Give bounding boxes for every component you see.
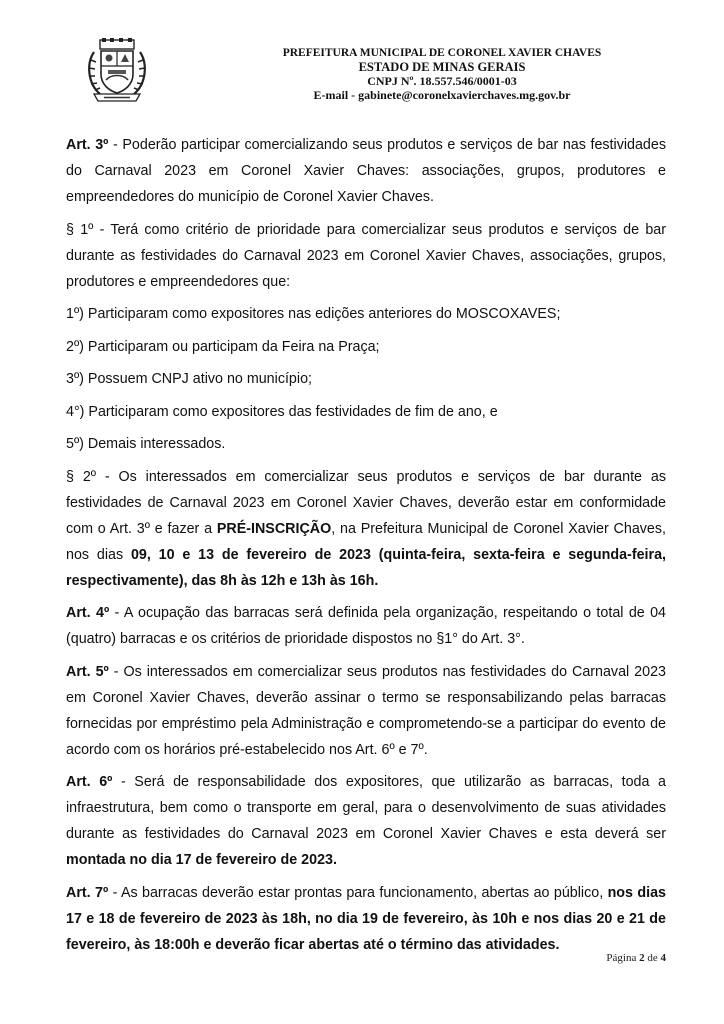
article-5 <box>66 659 666 763</box>
paragraph-1: § 1º - Terá como critério de prioridade para comercializar seus produtos e serviços de bar durante as festividades do Carnaval 2023 em Coronel Xavier Chaves, associações, grupos, produtores e empreendedores que: <box>66 221 666 290</box>
criterion-2: 2º) Participaram ou participam da Feira na Praça; <box>66 338 380 355</box>
header-municipality: PREFEITURA MUNICIPAL DE CORONEL XAVIER CHAVES <box>282 47 602 59</box>
paragraph-2-bold-1: PRÉ-INSCRIÇÃO <box>216 520 332 537</box>
article-5-text: - Os interessados em comercializar seus produtos nas festividades do Carnaval 2023 em Coronel Xavier Chaves, deverão assinar o termo se responsabilizando pelas barracas fornecidas por empréstimo pela Administração e comprometendo-se a participar do evento de acordo com os horários pré-estabelecido nos Art. 6º e 7º. <box>66 663 666 758</box>
page-word: Página <box>606 952 637 964</box>
paragraph-2-text-1: § 2º - Os interessados em comercializar seus produtos e serviços de bar durante as festividades de Carnaval 2023 em Coronel Xavier Chaves, deverão estar em conformidade com o Art. 3º e fazer a <box>66 468 666 537</box>
municipal-coat-of-arms-icon <box>86 38 148 102</box>
article-7-label: Art. 7º <box>66 884 109 901</box>
article-6-label: Art. 6º <box>66 774 113 790</box>
page-total: 4 <box>660 952 666 964</box>
page-footer <box>606 952 666 964</box>
criterion-5: 5º) Demais interessados. <box>66 436 226 452</box>
article-6 <box>66 769 666 873</box>
article-4 <box>66 600 666 652</box>
paragraph-2 <box>66 464 666 594</box>
header-cnpj: CNPJ Nº. 18.557.546/0001-03 <box>367 74 517 88</box>
article-7-text: - As barracas deverão estar prontas para funcionamento, abertas ao público, <box>108 884 608 901</box>
header-text-block <box>200 47 684 102</box>
criterion-4: 4°) Participaram como expositores das festividades de fim de ano, e <box>66 403 498 420</box>
header-email: E-mail - gabinete@coronelxavierchaves.mg.gov.br <box>313 88 571 102</box>
header-state: ESTADO DE MINAS GERAIS <box>358 60 526 74</box>
article-7-bold: nos dias 17 e 18 de fevereiro de 2023 às 18h, no dia 19 de fevereiro, às 10h e nos dias 20 e 21 de fevereiro, às 18:00h e deverão ficar abertas até o término das atividades. <box>66 884 666 953</box>
article-6-text: - Será de responsabilidade dos expositores, que utilizarão as barracas, toda a infraestrutura, bem como o transporte em geral, para o desenvolvimento de suas atividades durante as festividades do Carnaval 2023 em Coronel Xavier Chaves e esta deverá ser <box>66 774 666 842</box>
article-4-label: Art. 4º <box>66 605 110 621</box>
document-header <box>0 0 724 120</box>
article-5-label: Art. 5º <box>66 663 109 680</box>
article-4-text: - A ocupação das barracas será definida pela organização, respeitando o total de 04 (quatro) barracas e os critérios de prioridade dispostos no §1° do Art. 3°. <box>66 605 666 647</box>
criterion-3: 3º) Possuem CNPJ ativo no município; <box>66 371 312 387</box>
paragraph-2-bold-2: 09, 10 e 13 de fevereiro de 2023 (quinta-feira, sexta-feira e segunda-feira, respectivamente), das 8h às 12h e 13h às 16h. <box>66 546 666 589</box>
article-6-bold: montada no dia 17 de fevereiro de 2023. <box>66 852 337 868</box>
article-3-label: Art. 3º <box>66 137 109 153</box>
page-number: 2 <box>639 952 645 964</box>
article-7 <box>66 880 666 958</box>
paragraph-2-text-2: , na Prefeitura Municipal de Coronel Xavier Chaves, nos dias <box>66 520 666 563</box>
of-word: de <box>647 952 658 964</box>
criterion-1: 1º) Participaram como expositores nas edições anteriores do MOSCOXAVES; <box>66 306 561 322</box>
article-3-text: - Poderão participar comercializando seus produtos e serviços de bar nas festividades do Carnaval 2023 em Coronel Xavier Chaves: associações, grupos, produtores e empreendedores do município de Coronel Xavier Chaves. <box>66 137 666 205</box>
article-3 <box>66 132 666 210</box>
document-body <box>66 132 666 964</box>
